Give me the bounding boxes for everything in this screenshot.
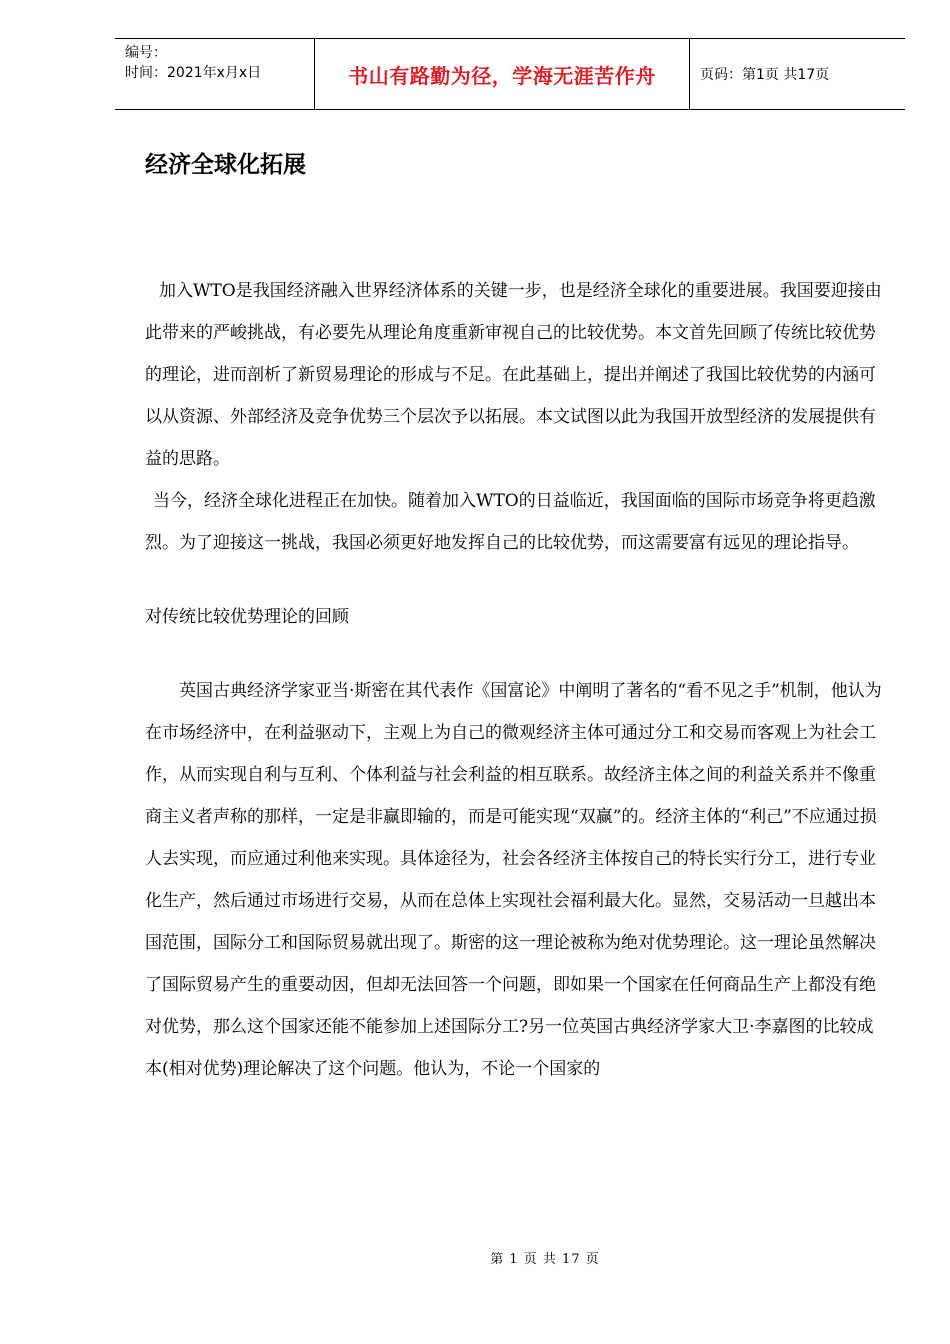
header-meta bbox=[115, 39, 315, 109]
paragraph-abstract: 加入WTO是我国经济融入世界经济体系的关键一步，也是经济全球化的重要进展。我国要迎接由此带来的严峻挑战，有必要先从理论角度重新审视自己的比较优势。本文首先回顾了传统比较优势的理论，进而剖析了新贸易理论的形成与不足。在此基础上，提出并阐述了我国比较优势的内涵可以从资源、外部经济及竞争优势三个层次予以拓展。本文试图以此为我国开放型经济的发展提供有益的思路。 bbox=[145, 281, 882, 469]
section-heading: 对传统比较优势理论的回顾 bbox=[145, 607, 349, 627]
date-label: 时间：2021年x月x日 bbox=[125, 65, 262, 81]
paragraph-intro: 当今，经济全球化进程正在加快。随着加入WTO的日益临近，我国面临的国际市场竞争将更趋激烈。为了迎接这一挑战，我国必须更好地发挥自己的比较优势，而这需要富有远见的理论指导。 bbox=[145, 491, 876, 553]
page-header bbox=[115, 38, 905, 110]
document-body bbox=[145, 270, 885, 1090]
number-label: 编号： bbox=[125, 45, 167, 61]
paragraph-section: 英国古典经济学家亚当·斯密在其代表作《国富论》中阐明了著名的“看不见之手”机制，他认为在市场经济中，在利益驱动下，主观上为自己的微观经济主体可通过分工和交易而客观上为社会工作，从而实现自利与互利、个体利益与社会利益的相互联系。故经济主体之间的利益关系并不像重商主义者声称的那样，一定是非赢即输的，而是可能实现“双赢”的。经济主体的“利己”不应通过损人去实现，而应通过利他来实现。具体途径为，社会各经济主体按自己的特长实行分工，进行专业化生产，然后通过市场进行交易，从而在总体上实现社会福利最大化。显然，交易活动一旦越出本国范围，国际分工和国际贸易就出现了。斯密的这一理论被称为绝对优势理论。这一理论虽然解决了国际贸易产生的重要动因，但却无法回答一个问题，即如果一个国家在任何商品生产上都没有绝对优势，那么这个国家还能不能参加上述国际分工?另一位英国古典经济学家大卫·李嘉图的比较成本(相对优势)理论解决了这个问题。他认为，不论一个国家的 bbox=[145, 681, 882, 1079]
header-motto: 书山有路勤为径，学海无涯苦作舟 bbox=[315, 39, 690, 109]
page-footer: 第 1 页 共 17 页 bbox=[490, 1252, 600, 1267]
document-title: 经济全球化拓展 bbox=[145, 152, 306, 178]
header-page-info: 页码：第1页 共17页 bbox=[700, 67, 830, 83]
